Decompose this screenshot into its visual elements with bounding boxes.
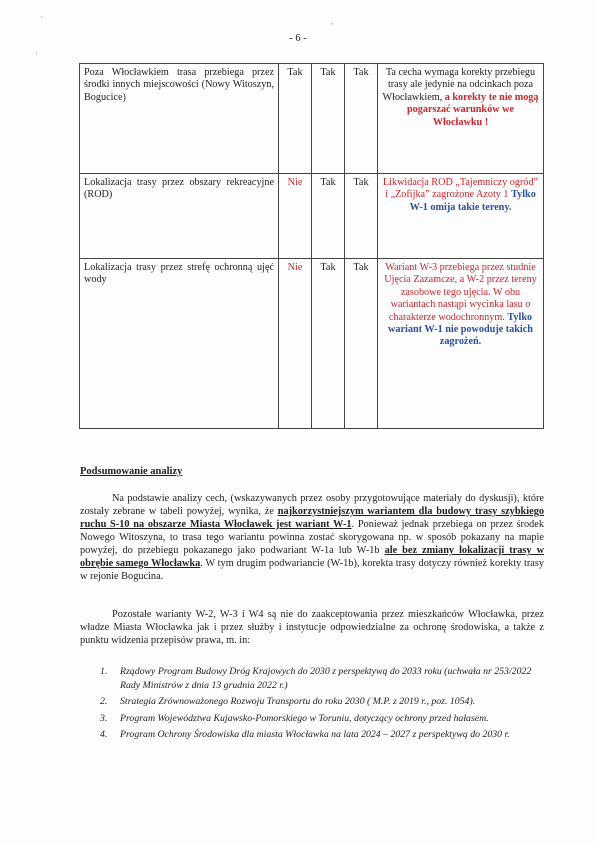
- list-text: Strategia Zrównoważonego Rozwoju Transportu do roku 2030 ( M.P. z 2019 r., poz. 1054).: [120, 696, 476, 707]
- variant-w3-cell: Tak: [345, 259, 378, 429]
- variant-w3-cell: Tak: [345, 174, 378, 259]
- summary-paragraph-2: [80, 608, 544, 647]
- page-number: - 6 -: [289, 33, 307, 44]
- remark-cell: [378, 174, 544, 259]
- remark-text: Wariant W-3 przebiega przez studnie Ujęcia Zazamcze, a W-2 przez tereny zasobowe tego ujęcia. W obu wariantach nastąpi wycinka lasu o charakterze wodochronnym.: [384, 262, 537, 323]
- list-text: Rządowy Program Budowy Dróg Krajowych do 2030 z perspektywą do 2033 roku (uchwała nr 253/2022 Rady Ministrów z dnia 13 grudnia 2022 r.): [120, 666, 532, 691]
- scan-speck: ·: [35, 48, 38, 58]
- table-row: [80, 259, 544, 429]
- criterion-cell: Lokalizacja trasy przez obszary rekreacyjne (ROD): [80, 174, 279, 259]
- remark-text: Tylko W-1 omija takie tereny.: [409, 189, 536, 213]
- summary-heading: Podsumowanie analizy: [80, 466, 183, 477]
- p1-highlight-best-variant: najkorzystniejszym wariantem dla budowy trasy szybkiego ruchu S-10 na obszarze Miasta Włocławek jest wariant W-1: [80, 506, 544, 530]
- table-row: [80, 174, 544, 259]
- p1-text-e: . W tym drugim podwariancie (W-1b), korekta trasy dotyczy również korekty trasy w rejonie Bogucina.: [80, 558, 545, 582]
- analysis-table: [79, 63, 544, 429]
- list-number: 3.: [100, 712, 108, 724]
- summary-paragraph-1: [80, 492, 544, 583]
- remark-text: Likwidacja ROD „Tajemniczy ogród” i „Zofijka” zagrożone Azoty 1: [382, 177, 539, 201]
- regulations-list: [80, 665, 544, 745]
- scan-speck: ·: [40, 12, 43, 22]
- variant-w1-cell: Nie: [279, 259, 312, 429]
- list-item: [80, 665, 544, 692]
- p1-text-c: . Ponieważ jednak przebiega on przez środek Nowego Witoszyna, to trasa tego wariantu powinna zostać skorygowana np. w sposób pokazany na mapie powyżej, do przebiegu pokazanego jako podwariant W-1a lub W-1b: [80, 519, 544, 556]
- p2-text: Pozostałe warianty W-2, W-3 i W4 są nie do zaakceptowania przez mieszkańców Włocławka, przez władze Miasta Włocławka jak i przez służby i instytucje odpowiedzialne za ochronę środowiska, a także z punktu widzenia przepisów prawa, m. in:: [80, 609, 544, 646]
- p1-highlight-no-change: ale bez zmiany lokalizacji trasy w obrębie samego Włocławka: [80, 545, 545, 569]
- list-item: [80, 728, 544, 742]
- remark-cell: [378, 64, 544, 174]
- list-number: 4.: [100, 729, 108, 740]
- scan-speck: ,: [331, 16, 334, 26]
- remark-text: Ta cecha wymaga korekty przebiegu trasy ale jedynie na odcinkach poza Włocławkiem,: [382, 67, 536, 103]
- criterion-cell: Lokalizacja trasy przez strefę ochronną ujęć wody: [80, 259, 279, 429]
- criterion-cell: Poza Włocławkiem trasa przebiega przez środki innych miejscowości (Nowy Witoszyn, Bogucice): [80, 64, 279, 174]
- variant-w2-cell: Tak: [312, 174, 345, 259]
- list-text: Program Województwa Kujawsko-Pomorskiego w Toruniu, dotyczący ochrony przed hałasem.: [120, 712, 489, 724]
- remark-text: a korekty te nie mogą pogarszać warunków we Włocławku !: [407, 91, 539, 128]
- remark-cell: [378, 259, 544, 429]
- list-item: [80, 695, 544, 709]
- remark-text: Tylko wariant W-1 nie powoduje takich zagrożeń.: [388, 311, 533, 348]
- list-item: [80, 712, 544, 726]
- variant-w1-cell: Tak: [279, 64, 312, 174]
- table-row: [80, 64, 544, 174]
- variant-w1-cell: Nie: [279, 174, 312, 259]
- variant-w3-cell: Tak: [345, 64, 378, 174]
- list-number: 1.: [100, 666, 108, 677]
- p1-text-a: Na podstawie analizy cech, (wskazywanych przez osoby przygotowujące materiały do dyskusji), które zostały zebrane w tabeli powyżej, wynika, że: [80, 493, 544, 517]
- variant-w2-cell: Tak: [312, 259, 345, 429]
- list-number: 2.: [100, 696, 108, 707]
- list-text: Program Ochrony Środowiska dla miasta Włocławka na lata 2024 – 2027 z perspektywą do 2030 r.: [120, 729, 510, 740]
- variant-w2-cell: Tak: [312, 64, 345, 174]
